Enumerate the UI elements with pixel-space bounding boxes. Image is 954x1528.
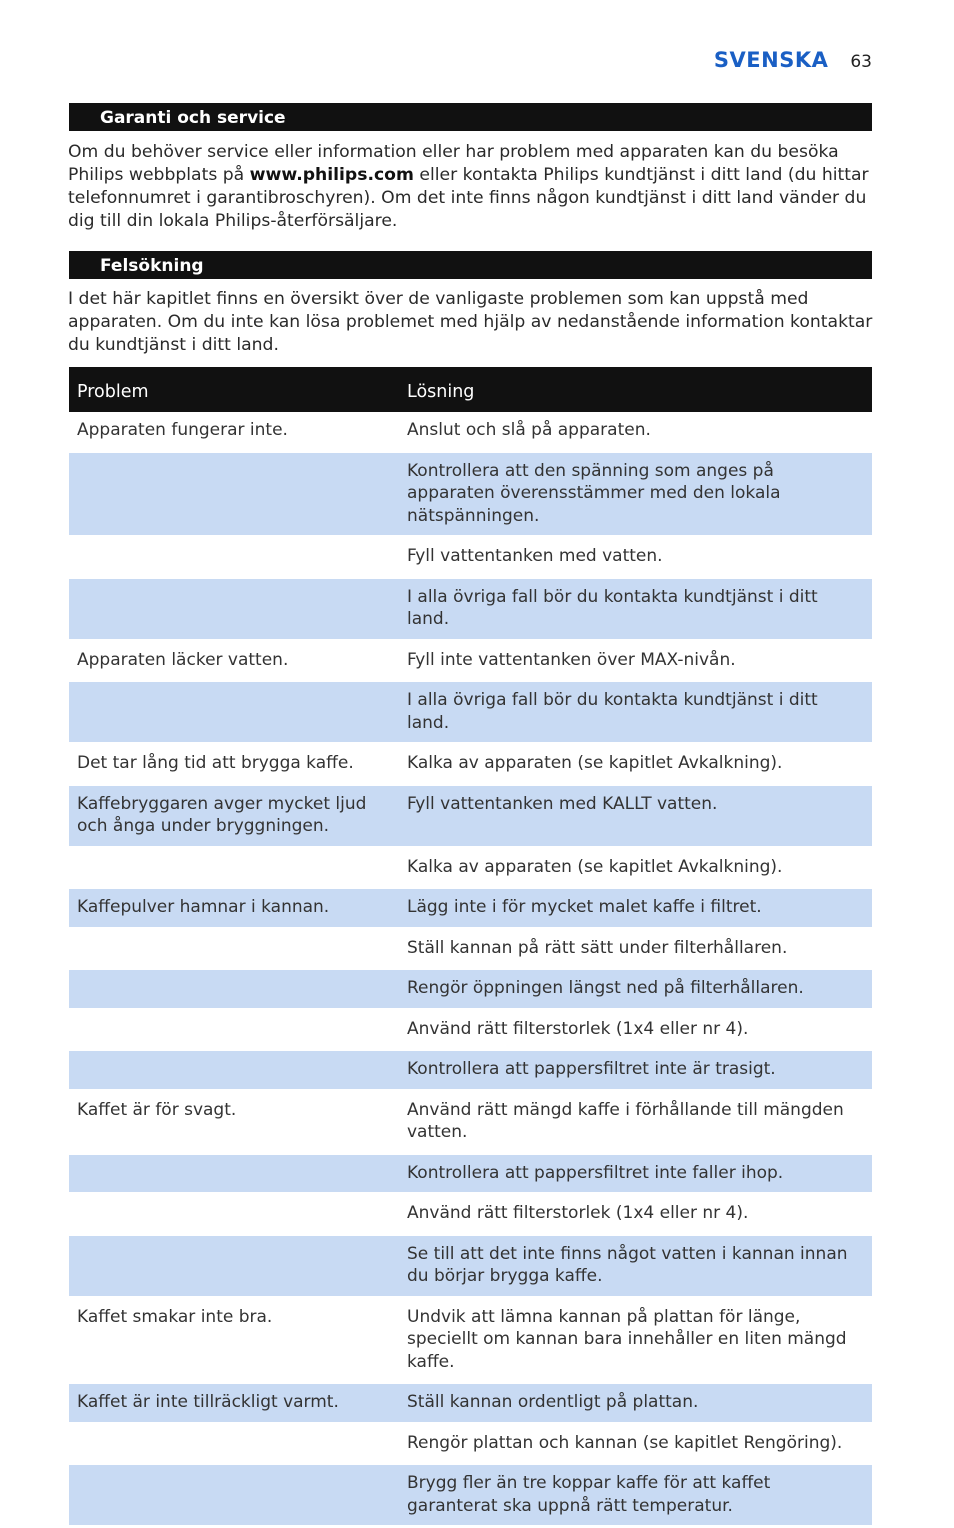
table-header-row <box>69 367 872 412</box>
table-row <box>69 1090 872 1153</box>
problem-cell <box>69 577 399 640</box>
table-body <box>69 412 872 1527</box>
solution-cell: Lägg inte i för mycket malet kaffe i filtret. <box>399 888 872 929</box>
solution-cell: Se till att det inte finns något vatten i kannan innan du börjar brygga kaffe. <box>399 1234 872 1297</box>
column-header-problem: Problem <box>69 367 399 412</box>
table-row <box>69 888 872 929</box>
solution-cell: Ställ kannan på rätt sätt under filterhållaren. <box>399 928 872 969</box>
table-row <box>69 1383 872 1424</box>
problem-cell: Apparaten läcker vatten. <box>69 640 399 681</box>
problem-cell: Det tar lång tid att brygga kaffe. <box>69 744 399 785</box>
problem-cell <box>69 1009 399 1050</box>
problem-cell <box>69 537 399 578</box>
problem-cell: Apparaten fungerar inte. <box>69 412 399 451</box>
solution-cell: I alla övriga fall bör du kontakta kundtjänst i ditt land. <box>399 577 872 640</box>
problem-cell <box>69 1050 399 1091</box>
problem-cell <box>69 1423 399 1464</box>
problem-cell <box>69 1153 399 1194</box>
table-row <box>69 1423 872 1464</box>
solution-cell: Rengör plattan och kannan (se kapitlet Rengöring). <box>399 1423 872 1464</box>
problem-cell <box>69 928 399 969</box>
table-row <box>69 412 872 451</box>
warranty-paragraph <box>68 141 874 233</box>
problem-cell: Kaffebryggaren avger mycket ljud och ånga under bryggningen. <box>69 784 399 847</box>
page-number: 63 <box>850 52 872 72</box>
table-row <box>69 1153 872 1194</box>
table-row <box>69 681 872 744</box>
page-header <box>714 48 872 72</box>
table-row <box>69 1297 872 1383</box>
solution-cell: Undvik att lämna kannan på plattan för länge, speciellt om kannan bara innehåller en liten mängd kaffe. <box>399 1297 872 1383</box>
warranty-text-start: Om du behöver service eller information eller har problem med apparaten kan du besöka Philips webbplats på <box>68 142 839 185</box>
warranty-text-end: eller kontakta Philips kundtjänst i ditt land (du hittar telefonnumret i garantibroschyren). Om det inte finns någon kundtjänst i ditt land vänder du dig till din lokala Philips-återförsäljare. <box>68 165 869 231</box>
table-row <box>69 577 872 640</box>
table-row <box>69 1194 872 1235</box>
table-row <box>69 640 872 681</box>
solution-cell: Använd rätt filterstorlek (1x4 eller nr 4). <box>399 1009 872 1050</box>
problem-cell <box>69 681 399 744</box>
solution-cell: Kalka av apparaten (se kapitlet Avkalkning). <box>399 744 872 785</box>
solution-cell: Kontrollera att pappersfiltret inte faller ihop. <box>399 1153 872 1194</box>
problem-cell: Kaffet är för svagt. <box>69 1090 399 1153</box>
table-row <box>69 1464 872 1527</box>
table-row <box>69 847 872 888</box>
table-row <box>69 1050 872 1091</box>
table-row <box>69 451 872 537</box>
problem-cell: Kaffepulver hamnar i kannan. <box>69 888 399 929</box>
solution-cell: Ställ kannan ordentligt på plattan. <box>399 1383 872 1424</box>
solution-cell: Använd rätt mängd kaffe i förhållande till mängden vatten. <box>399 1090 872 1153</box>
solution-cell: Använd rätt filterstorlek (1x4 eller nr 4). <box>399 1194 872 1235</box>
problem-cell: Kaffet är inte tillräckligt varmt. <box>69 1383 399 1424</box>
solution-cell: Fyll vattentanken med vatten. <box>399 537 872 578</box>
solution-cell: I alla övriga fall bör du kontakta kundtjänst i ditt land. <box>399 681 872 744</box>
problem-cell <box>69 451 399 537</box>
table-row <box>69 784 872 847</box>
table-row <box>69 928 872 969</box>
solution-cell: Brygg fler än tre koppar kaffe för att kaffet garanterat ska uppnå rätt temperatur. <box>399 1464 872 1527</box>
language-label: SVENSKA <box>713 48 829 72</box>
problem-cell: Kaffet smakar inte bra. <box>69 1297 399 1383</box>
solution-cell: Kalka av apparaten (se kapitlet Avkalkning). <box>399 847 872 888</box>
problem-cell <box>69 847 399 888</box>
problem-cell <box>69 1234 399 1297</box>
table-row <box>69 1234 872 1297</box>
problem-cell <box>69 1194 399 1235</box>
problem-cell <box>69 1464 399 1527</box>
troubleshooting-intro: I det här kapitlet finns en översikt över de vanligaste problemen som kan uppstå med apparaten. Om du inte kan lösa problemet med hjälp av nedanstående information kontaktar du kundtjänst i ditt land. <box>68 289 873 355</box>
warranty-heading: Garanti och service <box>69 103 872 131</box>
troubleshooting-heading: Felsökning <box>69 251 872 279</box>
column-header-solution: Lösning <box>399 367 872 412</box>
solution-cell: Anslut och slå på apparaten. <box>399 412 872 451</box>
solution-cell: Fyll vattentanken med KALLT vatten. <box>399 784 872 847</box>
table-row <box>69 969 872 1010</box>
solution-cell: Rengör öppningen längst ned på filterhållaren. <box>399 969 872 1010</box>
solution-cell: Kontrollera att pappersfiltret inte är trasigt. <box>399 1050 872 1091</box>
table-row <box>69 1009 872 1050</box>
table-row <box>69 744 872 785</box>
philips-website-link[interactable]: www.philips.com <box>249 165 414 185</box>
solution-cell: Kontrollera att den spänning som anges på apparaten överensstämmer med den lokala nätspänningen. <box>399 451 872 537</box>
table-row <box>69 537 872 578</box>
solution-cell: Fyll inte vattentanken över MAX-nivån. <box>399 640 872 681</box>
problem-cell <box>69 969 399 1010</box>
